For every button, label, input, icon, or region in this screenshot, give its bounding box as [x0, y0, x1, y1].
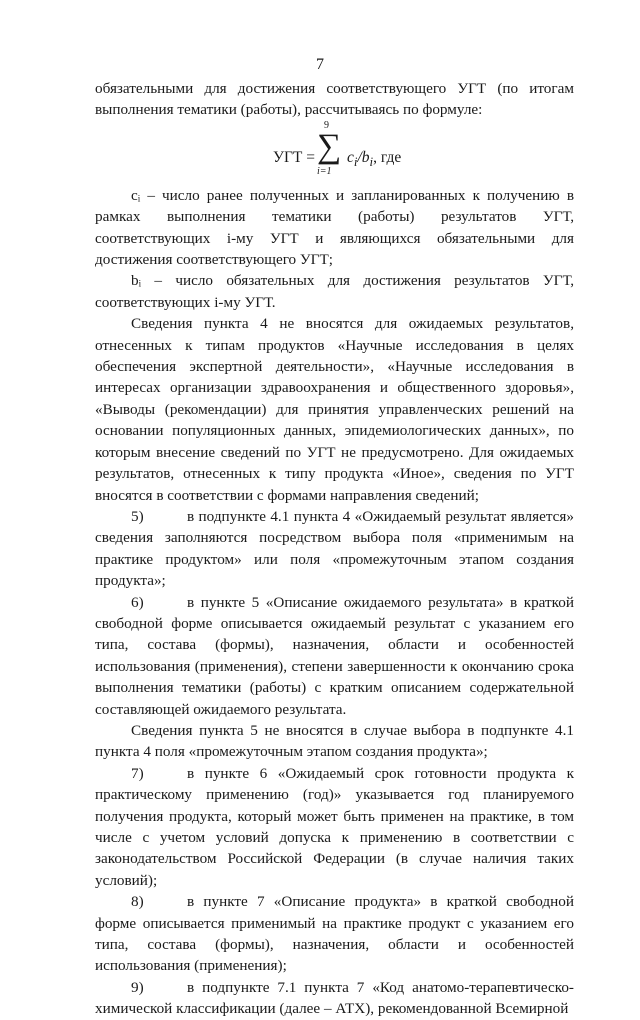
- item-number: 8): [131, 893, 144, 911]
- paragraph-ci-definition: cᵢ – число ранее полученных и запланированных к получению в рамках выполнения тематики (работы) результатов УГТ, соответствующих i-му УГТ и являющихся обязательными для достижения соответствующего УГТ;: [95, 186, 574, 269]
- page-number: 7: [316, 56, 324, 73]
- formula-rhs: [347, 147, 401, 173]
- item-number: 5): [131, 507, 144, 525]
- formula-sum-upper: 9: [324, 119, 329, 131]
- list-item-5: [95, 506, 574, 592]
- sigma-symbol: ∑: [317, 127, 342, 165]
- document-body: [95, 78, 574, 1020]
- list-item-6: [95, 592, 574, 720]
- formula-lhs: УГТ =: [273, 148, 316, 166]
- paragraph-continuation: обязательными для достижения соответствующего УГТ (по итогам выполнения тематики (работы), рассчитываясь по формуле:: [95, 80, 574, 119]
- list-item-9: [95, 977, 574, 1020]
- item-text: в пункте 7 «Описание продукта» в краткой свободной форме описывается применимый на практике продукт с указанием его типа, состава (формы), назначения, области и особенностей использования (применения);: [95, 893, 574, 975]
- item-text: в подпункте 7.1 пункта 7 «Код анатомо-терапевтическо-химической классификации (далее – АТХ), рекомендованной Всемирной: [95, 978, 574, 1018]
- item-number: 6): [131, 593, 144, 611]
- formula-sum-lower: i=1: [317, 165, 332, 177]
- paragraph-bi-definition: bᵢ – число обязательных для достижения результатов УГТ, соответствующих i-му УГТ.: [95, 272, 574, 311]
- formula-term-div: /b: [357, 148, 370, 166]
- formula-term-div-sub: i: [369, 153, 374, 169]
- paragraph-item4-note: Сведения пункта 4 не вносятся для ожидаемых результатов, отнесенных к типам продуктов «Научные исследования в целях обеспечения экспертной деятельности», «Научные исследования в интересах организации здравоохранения и общественного здоровья», «Выводы (рекомендации) для принятия управленческих решений на основании популяционных данных, эпидемиологических данных», по которым внесение сведений по УГТ не предусмотрено. Для ожидаемых результатов, отнесенных к типу продукта «Иное», сведения по УГТ вносятся в соответствии с формами направления сведений;: [95, 315, 574, 504]
- formula-term-sub: i: [353, 153, 358, 169]
- list-item-7: [95, 763, 574, 891]
- ugt-formula: [95, 121, 574, 185]
- item-number: 7): [131, 764, 144, 782]
- item-text: в пункте 5 «Описание ожидаемого результата» в краткой свободной форме описывается ожидаемый результат с указанием его типа, состава (формы), назначения, области и особенностей использования (применения), степени завершенности к окончанию срока выполнения тематики (работы) с кратким описанием содержательной составляющей ожидаемого результата.: [95, 593, 574, 718]
- formula-suffix: , где: [373, 148, 402, 166]
- list-item-8: [95, 891, 574, 977]
- item-text: в подпункте 4.1 пункта 4 «Ожидаемый результат является» сведения заполняются посредством выбора поля «применимым на практике продуктом» или поля «промежуточным этапом создания продукта»;: [95, 507, 574, 590]
- item-number: 9): [131, 978, 144, 996]
- formula-term: c: [347, 148, 354, 166]
- paragraph-item5-note: Сведения пункта 5 не вносятся в случае выбора в подпункте 4.1 пункта 4 поля «промежуточным этапом создания продукта»;: [95, 721, 574, 761]
- item-text: в пункте 6 «Ожидаемый срок готовности продукта к практическому применению (год)» указывается год планируемого получения продукта, который может быть применен на практике, в том числе с учетом условий допуска к применению в соответствии с законодательством Российской Федерации (в случае наличия таких условий);: [95, 764, 574, 889]
